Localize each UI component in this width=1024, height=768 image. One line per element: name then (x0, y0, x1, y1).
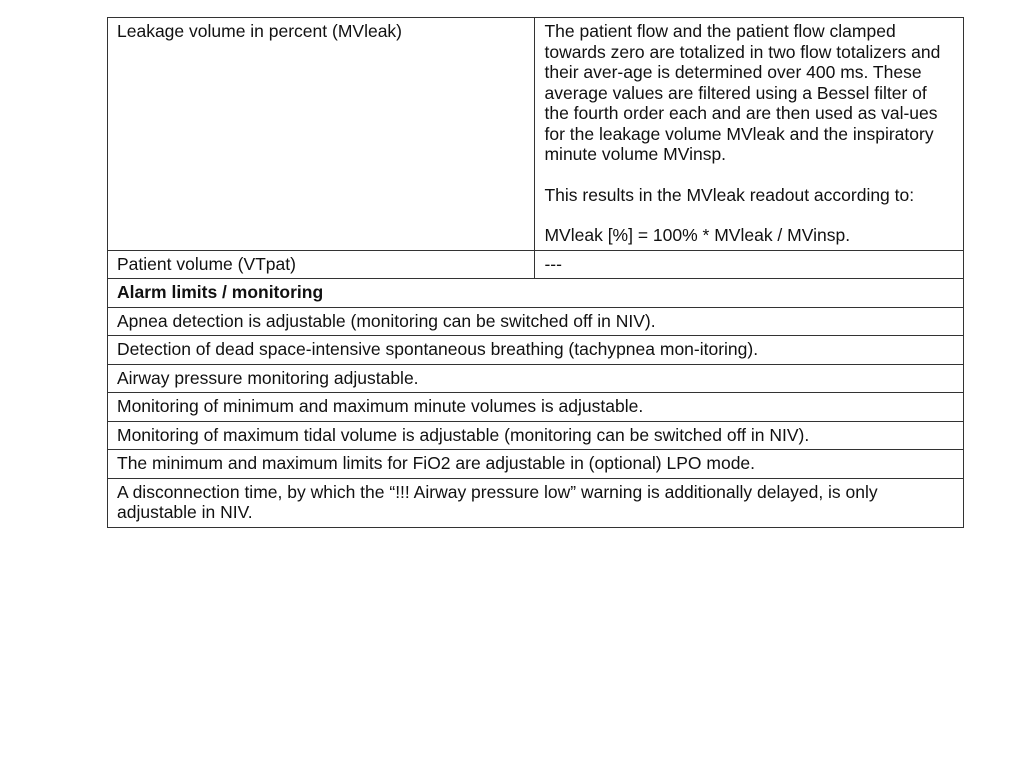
monitoring-item: Detection of dead space-intensive spontaneous breathing (tachypnea mon-itoring). (108, 336, 964, 365)
description-paragraph: The patient flow and the patient flow clamped towards zero are totalized in two flow totalizers and their aver-age is determined over 400 ms. These average values are filtered using a Bessel filter of the fourth order each and are then used as val-ues for the leakage volume MVleak and the inspiratory minute volume MVinsp. (544, 21, 941, 164)
table-row (108, 336, 964, 365)
spec-table (107, 17, 964, 528)
row-label: Leakage volume in percent (MVleak) (108, 18, 535, 251)
row-description: --- (535, 250, 964, 279)
table-row (108, 364, 964, 393)
table-row (108, 450, 964, 479)
table-row (108, 393, 964, 422)
table-row (108, 307, 964, 336)
table-row (108, 250, 964, 279)
monitoring-item: The minimum and maximum limits for FiO2 are adjustable in (optional) LPO mode. (108, 450, 964, 479)
monitoring-item: Monitoring of maximum tidal volume is adjustable (monitoring can be switched off in NIV). (108, 421, 964, 450)
section-heading: Alarm limits / monitoring (108, 279, 964, 308)
row-label: Patient volume (VTpat) (108, 250, 535, 279)
table-row (108, 421, 964, 450)
formula-text: MVleak [%] = 100% * MVleak / MVinsp. (544, 225, 851, 245)
table-row (108, 18, 964, 251)
monitoring-item: Monitoring of minimum and maximum minute volumes is adjustable. (108, 393, 964, 422)
monitoring-item: A disconnection time, by which the “!!! Airway pressure low” warning is additionally delayed, is only adjustable in NIV. (108, 478, 964, 527)
description-paragraph: This results in the MVleak readout according to: (544, 184, 915, 205)
table-row (108, 478, 964, 527)
section-heading-row (108, 279, 964, 308)
monitoring-item: Airway pressure monitoring adjustable. (108, 364, 964, 393)
monitoring-item: Apnea detection is adjustable (monitoring can be switched off in NIV). (108, 307, 964, 336)
row-description (535, 18, 964, 251)
